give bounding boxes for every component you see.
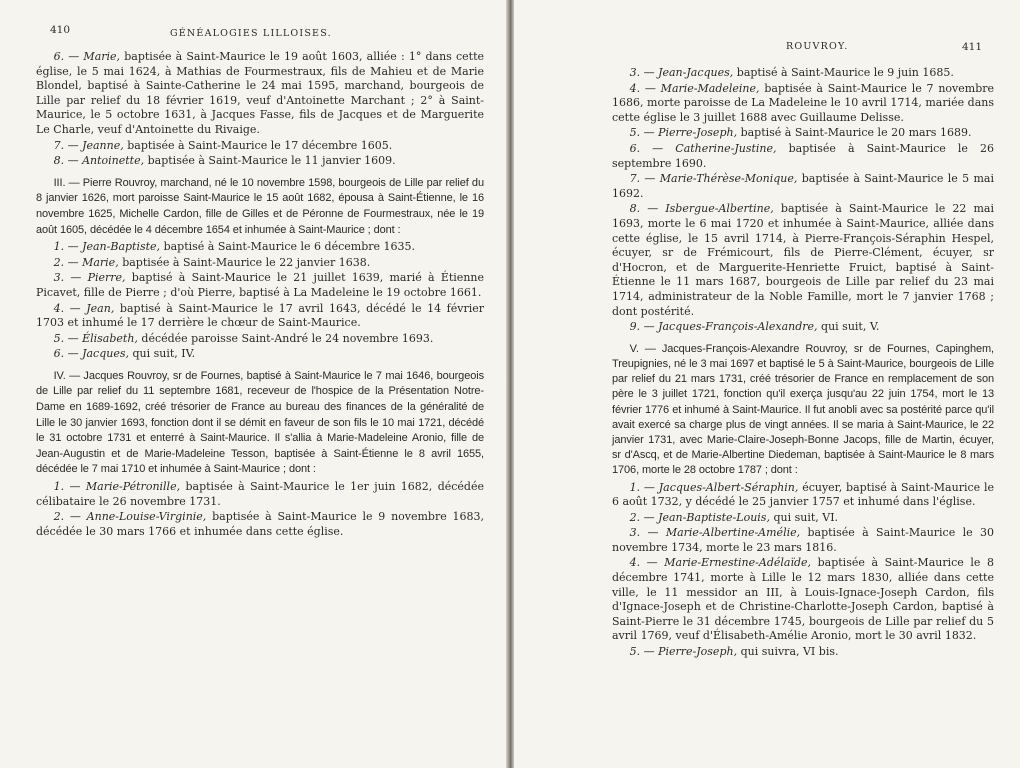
entry-text: baptisée à Saint-Maurice le 11 janvier 1609.	[147, 154, 396, 168]
entry-text: baptisée à Saint-Maurice le 30 novembre 1734, morte le 23 mars 1816.	[612, 526, 994, 554]
entry-text: baptisée à Saint-Maurice le 7 novembre 1686, morte paroisse de La Madeleine le 10 avril 1714, mariée dans cette église le 3 juillet 1688 avec Guillaume Delisse.	[612, 81, 995, 124]
entry-text: baptisée à Saint-Maurice le 22 janvier 1638.	[122, 255, 371, 269]
generation-v	[612, 342, 994, 479]
entry	[612, 202, 994, 319]
entry-label: 1. — Jacques-Albert-Séraphin,	[629, 480, 799, 494]
entry-label: 3. — Marie-Albertine-Amélie,	[629, 526, 801, 540]
entry-text: baptisé à Saint-Maurice le 9 juin 1685.	[736, 66, 954, 79]
right-page	[514, 0, 1020, 768]
entry-text: baptisée à Saint-Maurice le 22 mai 1693, morte le 6 mai 1720 et inhumée à Saint-Maurice, alliée dans cette église, le 15 avril 1714, à Pierre-François-Séraphin Hespel, écuyer, sr de Frémicourt, fils de Pierre-Clément, écuyer, sr d'Hocron, et de Marguerite-Henriette Fruict, baptisé à Saint-Étienne le 11 mars 1687, bourgeois de Lille par relief du 23 mai 1714, administrateur de la Noble Famille, mort le 7 janvier 1768 ; dont postérité.	[612, 202, 994, 318]
entry-text: baptisé à Saint-Maurice le 21 juillet 1639, marié à Étienne Picavet, fille de Pierre ; d'où Pierre, baptisé à La Madeleine le 19 octobre 1661.	[36, 271, 484, 299]
entry-label: 7. — Marie-Thérèse-Monique,	[629, 172, 798, 186]
generation-iv	[36, 369, 484, 478]
generation-iv-text: sr de Fournes, baptisé à Saint-Maurice le 7 mai 1646, bourgeois de Lille par relief du 11 septembre 1681, receveur de l'hospice de la Présentation Notre-Dame en 1689-1692, créé trésorier de France au bureau des finances de la généralité de Lille le 30 janvier 1693, fonction dont il se démit en faveur de son fils le 10 mai 1721, décédé le 31 octobre 1731 et enterré à Saint-Maurice. Il s'allia à Marie-Madeleine Aronio, fille de Jean-Augustin et de Marie-Madeleine Tesson, baptisée à Saint-Étienne le 8 avril 1655, décédée le 7 mai 1710 et inhumée à Saint-Maurice ; dont :	[36, 369, 484, 476]
generation-v-lead: V. — Jacques-François-Alexandre Rouvroy,	[629, 342, 848, 355]
entry-label: 3. — Pierre,	[53, 271, 126, 285]
entry-label: 2. — Anne-Louise-Virginie,	[53, 510, 207, 524]
entry	[612, 556, 994, 644]
left-entries-mid	[36, 240, 484, 362]
right-running-title: ROUVROY.	[786, 41, 849, 52]
entry-text: baptisée à Saint-Maurice le 1er juin 1682, décédée célibataire le 26 novembre 1731.	[36, 480, 484, 508]
entry-label: 5. — Pierre-Joseph,	[629, 126, 738, 140]
left-page-body	[36, 50, 484, 540]
entry	[612, 481, 994, 510]
entry-label: 2. — Marie,	[53, 255, 119, 269]
entry-text: décédée paroisse Saint-André le 24 novembre 1693.	[141, 331, 434, 345]
entry	[36, 50, 484, 138]
entry-label: 6. — Jacques,	[53, 347, 129, 361]
entry-text: qui suit, V.	[821, 320, 880, 334]
entry	[36, 332, 484, 347]
entry-text: écuyer, baptisé à Saint-Maurice le 6 août 1732, y décédé le 25 janvier 1757 et inhumé dans l'église.	[612, 480, 994, 509]
entry-label: 6. — Marie,	[53, 50, 121, 63]
entry-text: baptisé à Saint-Maurice le 20 mars 1689.	[740, 126, 972, 140]
generation-iii-text: marchand, né le 10 novembre 1598, bourgeois de Lille par relief du 8 janvier 1626, mort paroisse Saint-Maurice le 15 août 1682, épousa à Saint-Étienne, le 16 novembre 1625, Michelle Cardon, fille de Gilles et de Péronne de Fourmestraux, née le 19 août 1605, décédée le 4 décembre 1654 et inhumée à Saint-Maurice ; dont :	[36, 176, 484, 236]
right-entries-bottom	[612, 481, 994, 660]
generation-iv-lead: IV. — Jacques Rouvroy,	[53, 369, 170, 382]
entry	[612, 645, 994, 660]
entry-text: baptisée à Saint-Maurice le 19 août 1603, alliée : 1° dans cette église, le 5 mai 1624, à Mathias de Fourmestraux, fils de Mahieu et de Marie Blondel, baptisé à Sainte-Catherine le 24 mai 1595, marchand, bourgeois de Lille par relief du 18 février 1619, veuf d'Antoinette Marchant ; 2° à Saint-Maurice, le 5 octobre 1631, à Jacques Fasse, fils de Jacques et de Marguerite Le Charle, veuf d'Antoinette du Rivaige.	[36, 50, 485, 136]
book-gutter	[506, 0, 514, 768]
entry-label: 4. — Marie-Ernestine-Adélaïde,	[629, 556, 812, 570]
entry	[612, 126, 994, 141]
entry-label: 1. — Jean-Baptiste,	[53, 240, 161, 254]
left-entries-top	[36, 50, 484, 169]
entry-label: 5. — Pierre-Joseph,	[629, 645, 738, 659]
entry-label: 9. — Jacques-François-Alexandre,	[629, 320, 818, 334]
entry-label: 6. — Catherine-Justine,	[629, 141, 777, 155]
entry-text: baptisée à Saint-Maurice le 17 décembre 1605.	[127, 138, 393, 152]
left-page	[0, 0, 506, 768]
entry-text: baptisé à Saint-Maurice le 17 avril 1643, décédé le 14 février 1703 et inhumé le 17 derrière le chœur de Saint-Maurice.	[36, 301, 484, 330]
entry	[36, 271, 484, 300]
left-page-number: 410	[50, 24, 71, 36]
entry	[612, 511, 994, 526]
entry-label: 3. — Jean-Jacques,	[629, 66, 734, 79]
entry-text: qui suivra, VI bis.	[740, 645, 839, 659]
right-page-body	[612, 66, 994, 661]
entry	[36, 510, 484, 539]
left-running-title: GÉNÉALOGIES LILLOISES.	[170, 28, 332, 39]
generation-iii-lead: III. — Pierre Rouvroy,	[53, 176, 158, 189]
entry-text: baptisée à Saint-Maurice le 9 novembre 1683, décédée le 30 mars 1766 et inhumée dans cette église.	[36, 510, 485, 538]
entry	[36, 302, 484, 331]
right-entries-top	[612, 66, 994, 335]
entry	[36, 139, 484, 154]
entry	[612, 82, 994, 126]
entry	[36, 256, 484, 271]
entry-label: 5. — Élisabeth,	[53, 331, 138, 345]
entry-text: qui suit, IV.	[132, 347, 196, 361]
entry	[612, 66, 994, 81]
entry-text: baptisée à Saint-Maurice le 26 septembre 1690.	[612, 141, 995, 170]
entry	[36, 347, 484, 362]
left-entries-bottom	[36, 480, 484, 539]
entry-label: 1. — Marie-Pétronille,	[53, 480, 181, 494]
generation-iii	[36, 176, 484, 238]
entry	[36, 240, 484, 255]
entry-label: 2. — Jean-Baptiste-Louis,	[629, 510, 770, 524]
entry-text: baptisée à Saint-Maurice le 8 décembre 1741, morte à Lille le 12 mars 1830, alliée dans cette ville, le 11 messidor an III, à Louis-Ignace-Joseph Cardon, fils d'Ignace-Joseph et de Christine-Charlotte-Joseph Cardon, baptisé à Saint-Pierre le 31 décembre 1745, bourgeois de Lille par relief du 5 avril 1769, veuf d'Élisabeth-Amélie Aronio, mort le 30 avril 1832.	[612, 556, 994, 643]
right-page-number: 411	[961, 41, 982, 53]
entry	[36, 480, 484, 509]
left-page-header	[0, 22, 506, 40]
entry	[612, 172, 994, 201]
entry-label: 8. — Isbergue-Albertine,	[629, 202, 774, 216]
entry-label: 7. — Jeanne,	[53, 138, 124, 152]
right-page-header	[514, 22, 1020, 53]
entry-label: 4. — Marie-Madeleine,	[629, 81, 760, 95]
entry-label: 4. — Jean,	[53, 301, 115, 315]
entry-text: baptisée à Saint-Maurice le 5 mai 1692.	[612, 172, 994, 200]
entry-text: baptisé à Saint-Maurice le 6 décembre 1635.	[163, 240, 415, 254]
entry-label: 8. — Antoinette,	[53, 154, 145, 168]
generation-v-text: sr de Fournes, Capinghem, Treupignies, né le 3 mai 1697 et baptisé le 5 à Saint-Maurice, bourgeois de Lille par relief du 21 mars 1731, créé trésorier de France en remplacement de son père le 3 juillet 1721, fonction qu'il exerça jusqu'au 22 juin 1754, mort le 13 février 1776 et inhumé à Saint-Maurice. Il fut anobli avec sa postérité parce qu'il avait exercé sa charge plus de vingt années. Il se maria à Saint-Maurice, le 22 janvier 1731, avec Marie-Claire-Joseph-Bonne Jacops, fille de Martin, écuyer, sr d'Ascq, et de Marie-Albertine Diedeman, baptisée à Saint-Maurice le 8 mars 1706, morte le 28 octobre 1787 ; dont :	[612, 342, 994, 477]
entry	[612, 320, 994, 335]
entry	[612, 142, 994, 171]
entry	[612, 526, 994, 555]
entry-text: qui suit, VI.	[773, 510, 839, 524]
entry	[36, 154, 484, 169]
